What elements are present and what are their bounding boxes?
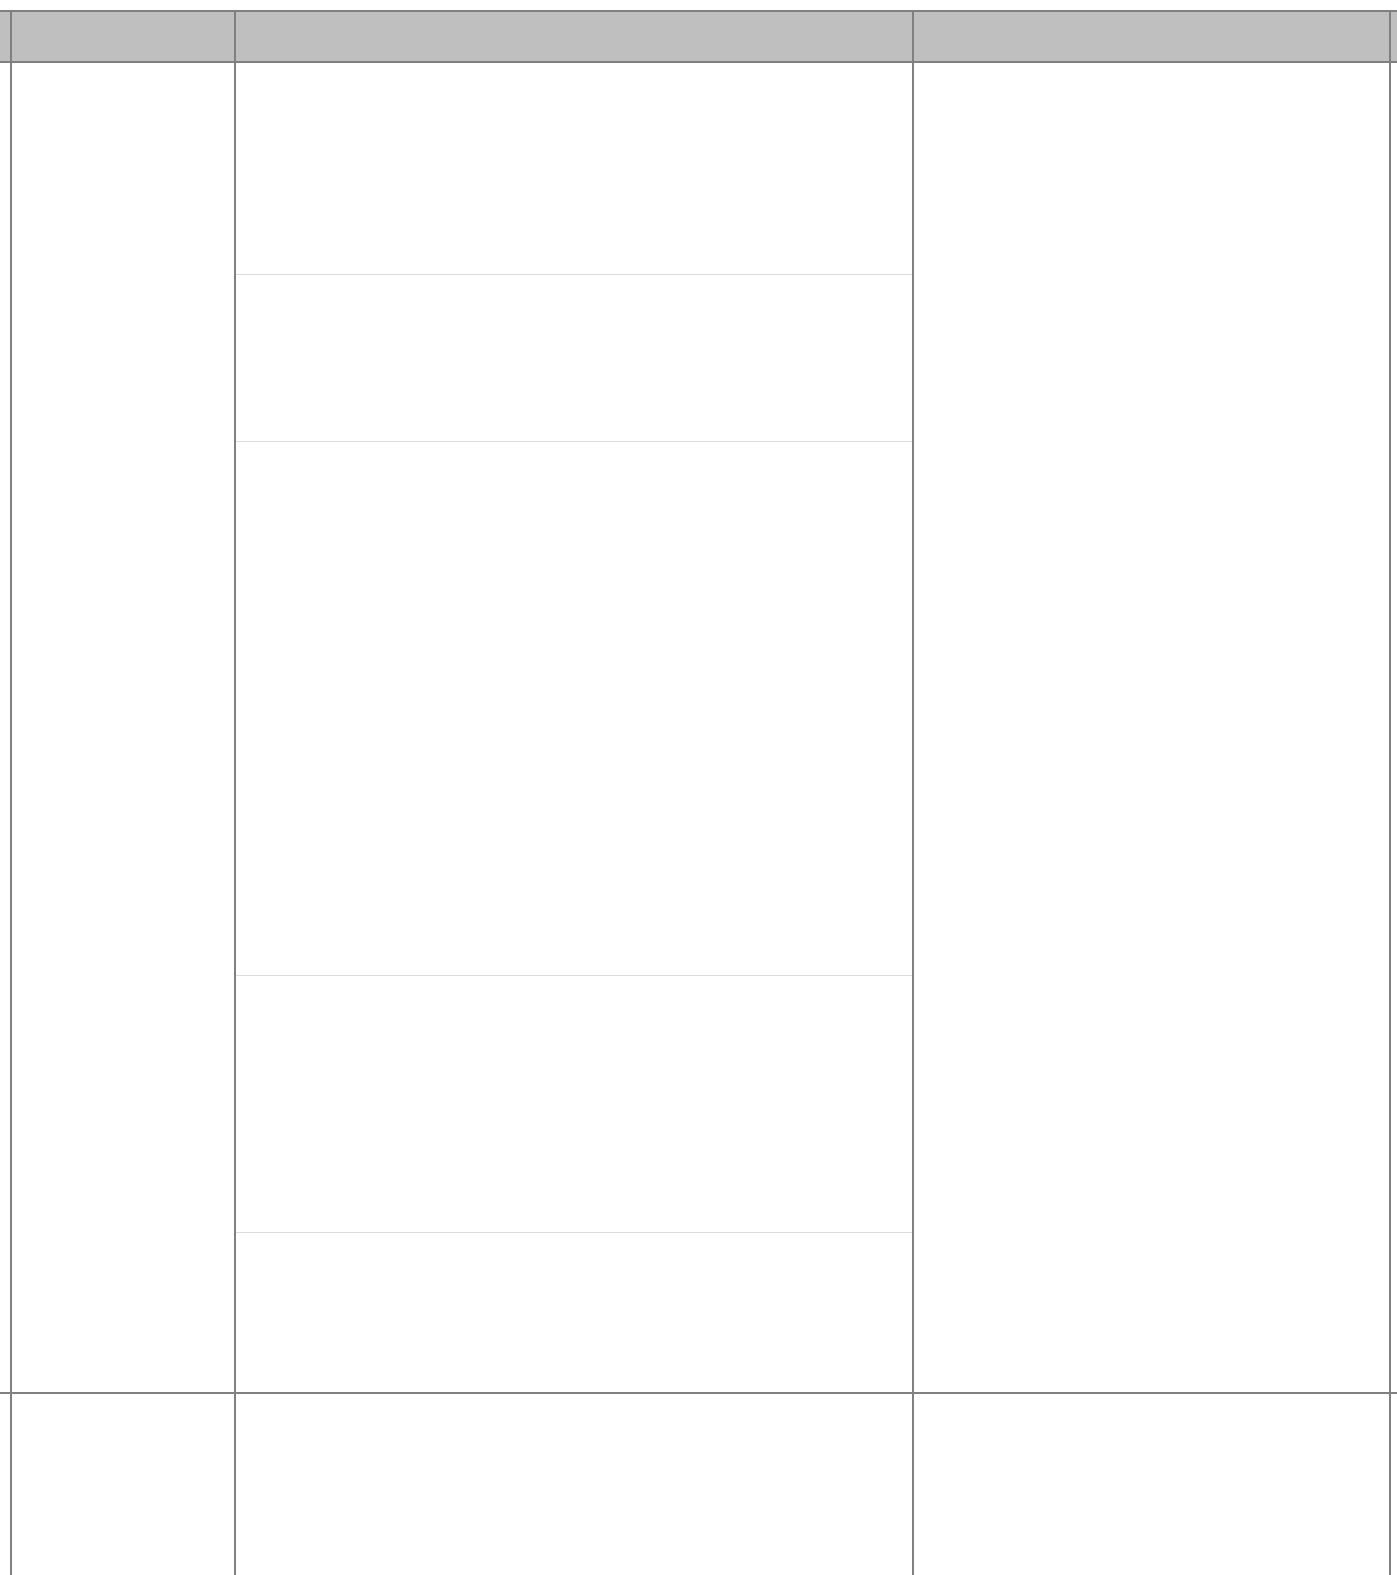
faint-divider bbox=[236, 975, 912, 976]
faint-divider bbox=[236, 1232, 912, 1233]
cube-grid-5x4-bottom bbox=[1038, 1395, 1278, 1525]
faint-divider bbox=[236, 274, 912, 275]
rule-left bbox=[10, 10, 12, 1575]
header-etape bbox=[0, 11, 235, 62]
header-presentation bbox=[914, 11, 1397, 62]
rule-col2 bbox=[912, 10, 914, 1575]
rule-row bbox=[0, 1392, 1397, 1394]
header-demarche bbox=[236, 11, 913, 62]
faint-divider bbox=[236, 441, 912, 442]
scattered-cubes-figure bbox=[1000, 88, 1320, 248]
rule-right bbox=[1389, 10, 1391, 1575]
rule-top bbox=[0, 10, 1397, 12]
rule-header bbox=[0, 61, 1397, 63]
rule-col1 bbox=[234, 10, 236, 1575]
cube-grid-5x4 bbox=[1038, 464, 1278, 594]
cube-grid-4x5 bbox=[1060, 618, 1250, 776]
